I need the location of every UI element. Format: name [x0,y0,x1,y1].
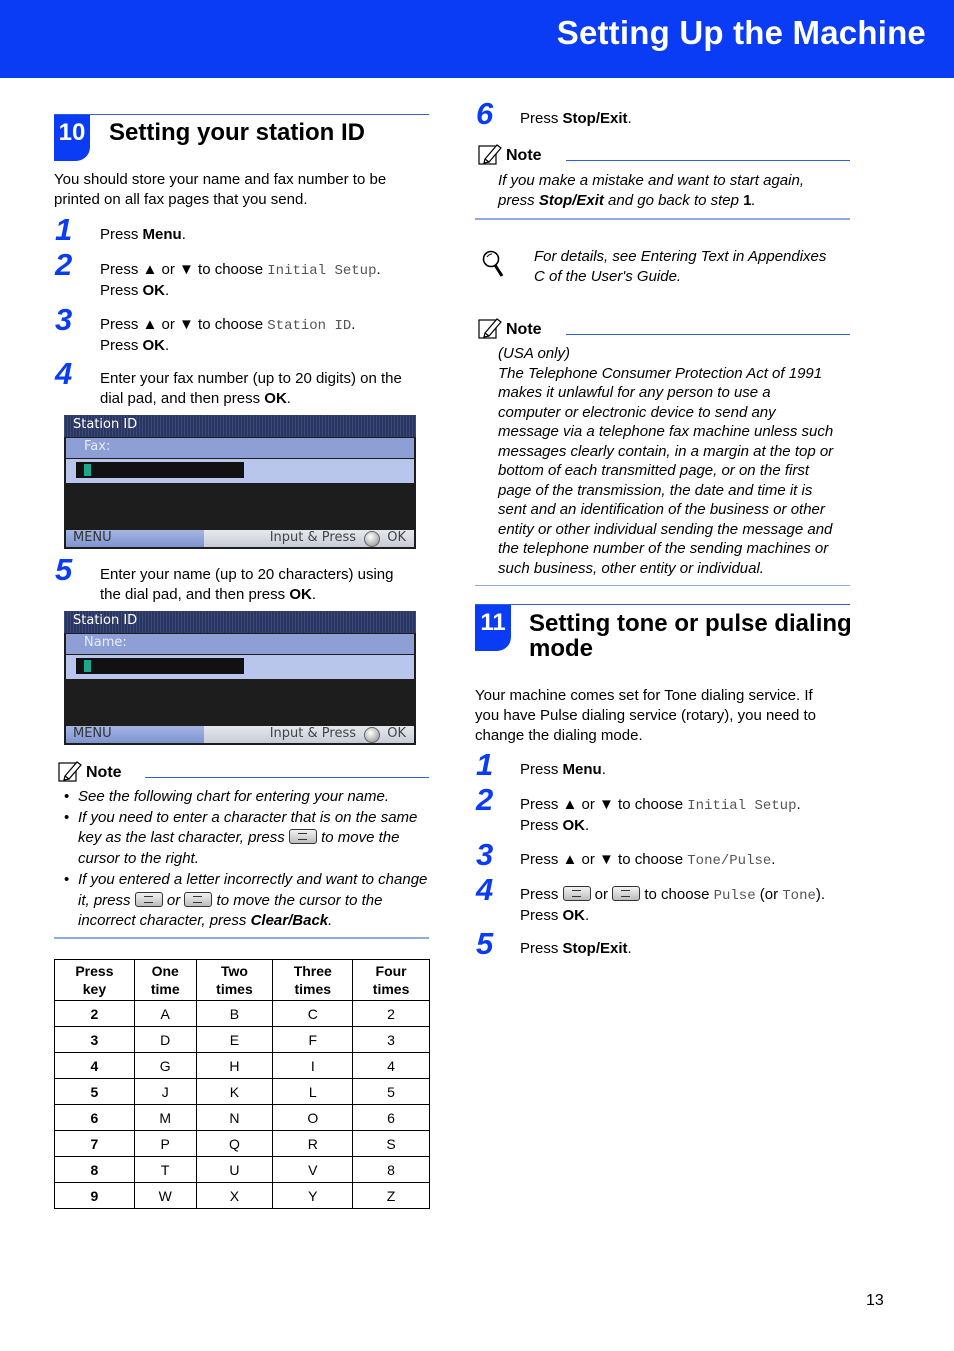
table-cell: 6 [353,1105,430,1131]
table-cell: U [196,1157,273,1183]
step-number: 6 [476,96,494,131]
step-text: Enter your fax number (up to 20 digits) on the dial pad, and then press OK. [100,370,402,407]
table-header: Press key [55,960,135,1001]
table-cell: R [273,1131,353,1157]
table-cell: D [134,1027,196,1053]
step-number: 3 [476,837,494,872]
table-cell: Y [273,1183,353,1209]
section-title: Setting tone or pulse dialing mode [529,610,852,662]
right-arrow-key-icon [289,829,317,844]
note-text: If you make a mistake and want to start again, press Stop/Exit and go back to step 1. [498,172,804,209]
note-text: (USA only) The Telephone Consumer Protection Act of 1991 makes it unlawful for any person to use a computer or electronic device to send any message via a telephone fax machine unless such messages clearly contain, in a margin at the top or bottom of each transmitted page, or on the first page of the transmission, the date and time it is sent and an identification of the business or other entity or other individual sending the message and the telephone number of the sending machines or such business, other entity or individual. [498,345,834,577]
step-text: Press Stop/Exit. [520,940,632,957]
character-chart [54,959,430,1209]
table-cell: I [273,1053,353,1079]
table-cell: Z [353,1183,430,1209]
step-number: 2 [55,247,73,282]
step-text: Press ▲ or ▼ to choose Station ID. Press OK. [100,316,356,354]
section-title: Setting your station ID [109,119,366,146]
page-number: 13 [866,1292,884,1309]
lcd-menu-label: MENU [73,726,112,741]
ok-knob-icon [364,531,380,547]
table-cell: X [196,1183,273,1209]
table-row [55,1001,430,1027]
magnifier-icon [480,249,506,279]
table-row [55,1131,430,1157]
lcd-ok-label: OK [387,726,406,741]
table-cell: T [134,1157,196,1183]
table-cell: E [196,1027,273,1053]
tip-text: For details, see Entering Text in Appendixes C of the User's Guide. [534,248,827,285]
step-number: 5 [476,926,494,961]
note-list [56,787,430,932]
table-cell: H [196,1053,273,1079]
note-rule [145,777,429,778]
table-header-row [55,960,430,1001]
right-arrow-key-icon [612,886,640,901]
lcd-cursor [84,660,91,672]
table-cell: K [196,1079,273,1105]
table-cell: L [273,1079,353,1105]
section-rule [54,114,429,115]
note-heading: Note [86,764,122,781]
table-cell: P [134,1131,196,1157]
step-number: 5 [55,552,73,587]
note-pencil-icon [477,142,503,166]
lcd-cursor [84,464,91,476]
table-header: Two times [196,960,273,1001]
lcd-press-label: Input & Press [269,726,356,741]
section-number: 10 [54,115,90,161]
header-title: Setting Up the Machine [556,14,926,51]
table-cell: 3 [353,1027,430,1053]
table-cell: 8 [55,1157,135,1183]
table-row [55,1157,430,1183]
table-cell: G [134,1053,196,1079]
table-cell: M [134,1105,196,1131]
note-rule [566,334,850,335]
table-cell: 5 [55,1079,135,1105]
lcd-input-box [76,462,244,478]
lcd-field-label: Fax: [84,439,111,454]
lcd-title: Station ID [73,417,138,432]
section-intro: Your machine comes set for Tone dialing service. If you have Pulse dialing service (rotary), you need to change the dialing mode. [475,687,817,744]
note-separator [54,937,429,939]
section-intro: You should store your name and fax number to be printed on all fax pages that you send. [54,171,387,208]
lcd-input-box [76,658,244,674]
lcd-screen-name [64,611,416,745]
right-arrow-key-icon [184,892,212,907]
table-cell: J [134,1079,196,1105]
lcd-menu-label: MENU [73,530,112,545]
lcd-field-label: Name: [84,635,127,650]
table-cell: O [273,1105,353,1131]
step-number: 2 [476,782,494,817]
lcd-screen-fax [64,415,416,549]
table-row [55,1027,430,1053]
note-pencil-icon [57,759,83,783]
table-header: Three times [273,960,353,1001]
table-row [55,1105,430,1131]
list-item: • See the following chart for entering your name. [56,787,430,808]
table-cell: 5 [353,1079,430,1105]
step-number: 3 [55,302,73,337]
step-text: Press ▲ or ▼ to choose Tone/Pulse. [520,851,776,869]
section-number: 11 [475,605,511,651]
table-cell: B [196,1001,273,1027]
section-rule [475,604,850,605]
table-header: Four times [353,960,430,1001]
table-row [55,1183,430,1209]
note-pencil-icon [477,316,503,340]
step-text: Press ▲ or ▼ to choose Initial Setup. Press OK. [100,261,381,299]
table-cell: 8 [353,1157,430,1183]
step-text: Press Menu. [100,226,186,243]
step-text: Press ▲ or ▼ to choose Initial Setup. Press OK. [520,796,801,834]
step-number: 4 [55,356,73,391]
table-cell: 3 [55,1027,135,1053]
lcd-title: Station ID [73,613,138,628]
step-text: Press Menu. [520,761,606,778]
table-cell: F [273,1027,353,1053]
note-separator [475,585,850,586]
table-cell: Q [196,1131,273,1157]
list-item: • If you entered a letter incorrectly and want to change it, press or to move the cursor to the incorrect character, press Clear/Back. [56,870,430,932]
table-cell: 9 [55,1183,135,1209]
step-number: 1 [55,212,73,247]
table-cell: 2 [353,1001,430,1027]
table-cell: V [273,1157,353,1183]
left-arrow-key-icon [563,886,591,901]
table-cell: 6 [55,1105,135,1131]
table-cell: 2 [55,1001,135,1027]
table-cell: N [196,1105,273,1131]
note-rule [566,160,850,161]
note-heading: Note [506,147,542,164]
step-text: Press or to choose Pulse (or Tone). Press OK. [520,886,826,924]
left-arrow-key-icon [135,892,163,907]
table-cell: 7 [55,1131,135,1157]
step-text: Press Stop/Exit. [520,110,632,127]
table-cell: 4 [353,1053,430,1079]
step-text: Enter your name (up to 20 characters) using the dial pad, and then press OK. [100,566,394,603]
table-cell: C [273,1001,353,1027]
table-row [55,1053,430,1079]
list-item: • If you need to enter a character that is on the same key as the last character, press to move the cursor to the right. [56,808,430,870]
table-cell: A [134,1001,196,1027]
table-header: One time [134,960,196,1001]
table-cell: S [353,1131,430,1157]
step-number: 4 [476,872,494,907]
step-number: 1 [476,747,494,782]
table-row [55,1079,430,1105]
lcd-ok-label: OK [387,530,406,545]
table-cell: W [134,1183,196,1209]
note-separator [475,218,850,220]
lcd-press-label: Input & Press [269,530,356,545]
table-cell: 4 [55,1053,135,1079]
note-heading: Note [506,321,542,338]
ok-knob-icon [364,727,380,743]
